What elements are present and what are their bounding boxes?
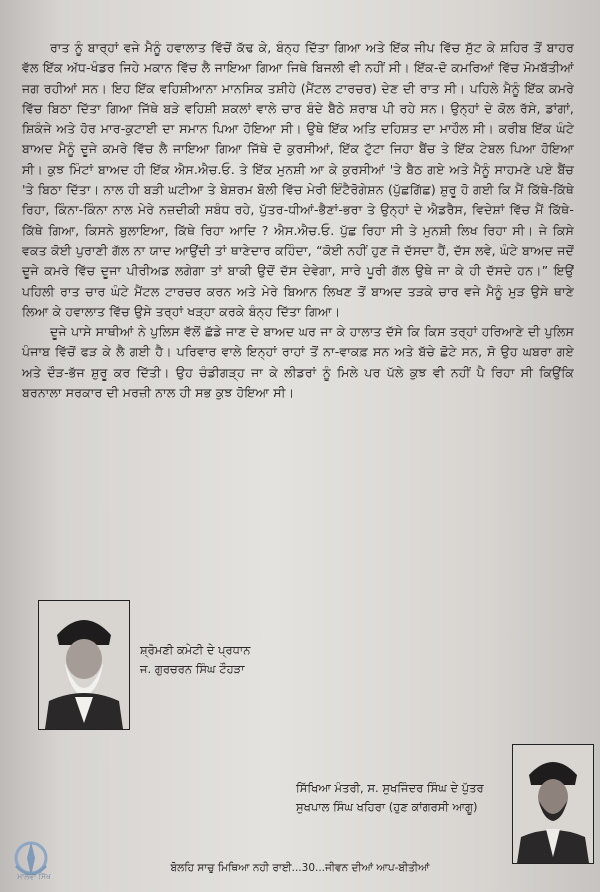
page-footer: ਬੋਲਹਿ ਸਾਚੁ ਮਿਥਿਆ ਨਹੀ ਰਾਈ...30...ਜੀਵਨ ਦੀਆਂ ਆਪ-ਬੀਤੀਆਂ [170,862,430,874]
logo-text: ਮਾਲਵਾ ਸਿੱਖ [17,872,51,881]
caption-2-line-2: ਸੁਖਪਾਲ ਸਿੰਘ ਖਹਿਰਾ (ਹੁਣ ਕਾਂਗਰਸੀ ਆਗੂ) [296,800,478,814]
photo-caption-2 [296,779,484,817]
paragraph-2: ਦੂਜੇ ਪਾਸੇ ਸਾਥੀਆਂ ਨੇ ਪੁਲਿਸ ਵੱਲੋਂ ਛੱਡੇ ਜਾਣ ਦੇ ਬਾਅਦ ਘਰ ਜਾ ਕੇ ਹਾਲਾਤ ਦੱਸੇ ਕਿ ਕਿਸ ਤਰ੍ਹਾਂ ਹਰਿਆਣੇ ਦੀ ਪੁਲਿਸ ਪੰਜਾਬ ਵਿੱਚੋਂ ਫੜ ਕੇ ਲੈ ਗਈ ਹੈ। ਪਰਿਵਾਰ ਵਾਲੇ ਇਨ੍ਹਾਂ ਰਾਹਾਂ ਤੋਂ ਨਾ-ਵਾਕਫ਼ ਸਨ ਅਤੇ ਬੱਚੇ ਛੋਟੇ ਸਨ, ਸੋ ਉਹ ਘਬਰਾ ਗਏ ਅਤੇ ਦੌੜ-ਭੱਜ ਸ਼ੁਰੂ ਕਰ ਦਿੱਤੀ। ਉਹ ਚੰਡੀਗੜ੍ਹ ਜਾ ਕੇ ਲੀਡਰਾਂ ਨੂੰ ਮਿਲੇ ਪਰ ਪੱਲੇ ਕੁਝ ਵੀ ਨਹੀਂ ਪੈ ਰਿਹਾ ਸੀ ਕਿਉਂਕਿ ਬਰਨਾਲਾ ਸਰਕਾਰ ਦੀ ਮਰਜ਼ੀ ਨਾਲ ਹੀ ਸਭ ਕੁਝ ਹੋਇਆ ਸੀ। [22,324,574,401]
caption-1-line-2: ਜ. ਗੁਰਚਰਨ ਸਿੰਘ ਟੌਹੜਾ [140,662,245,676]
portrait-photo-tohra [38,600,130,730]
portrait-illustration-1 [39,601,129,729]
body-text [22,38,574,403]
portrait-photo-khaira [512,744,594,864]
portrait-illustration-2 [513,745,593,863]
photo-caption-1 [140,641,250,679]
paragraph-1: ਰਾਤ ਨੂੰ ਬਾਰ੍ਹਾਂ ਵਜੇ ਮੈਨੂੰ ਹਵਾਲਾਤ ਵਿੱਚੋਂ ਕੱਢ ਕੇ, ਬੰਨ੍ਹ ਦਿੱਤਾ ਗਿਆ ਅਤੇ ਇੱਕ ਜੀਪ ਵਿੱਚ ਸੁੱਟ ਕੇ ਸ਼ਹਿਰ ਤੋਂ ਬਾਹਰ ਵੱਲ ਇੱਕ ਅੱਧ-ਖੰਡਰ ਜਿਹੇ ਮਕਾਨ ਵਿੱਚ ਲੈ ਜਾਇਆ ਗਿਆ ਜਿਥੇ ਬਿਜਲੀ ਵੀ ਨਹੀਂ ਸੀ। ਇੱਕ-ਦੋ ਕਮਰਿਆਂ ਵਿੱਚ ਮੋਮਬੱਤੀਆਂ ਜਗ ਰਹੀਆਂ ਸਨ। ਇਹ ਇੱਕ ਵਹਿਸ਼ੀਆਨਾ ਮਾਨਸਿਕ ਤਸ਼ੀਹੇ (ਮੈਂਟਲ ਟਾਰਚਰ) ਦੇਣ ਦੀ ਰਾਤ ਸੀ। ਪਹਿਲੇ ਮੈਨੂੰ ਇੱਕ ਕਮਰੇ ਵਿੱਚ ਬਿਠਾ ਦਿੱਤਾ ਗਿਆ ਜਿੱਥੇ ਬੜੇ ਵਹਿਸ਼ੀ ਸ਼ਕਲਾਂ ਵਾਲੇ ਚਾਰ ਬੰਦੇ ਬੈਠੇ ਸ਼ਰਾਬ ਪੀ ਰਹੇ ਸਨ। ਉਨ੍ਹਾਂ ਦੇ ਕੋਲ ਰੱਸੇ, ਡਾਂਗਾਂ, ਸ਼ਿਕੰਜੇ ਅਤੇ ਹੋਰ ਮਾਰ-ਕੁਟਾਈ ਦਾ ਸਮਾਨ ਪਿਆ ਹੋਇਆ ਸੀ। ਉਥੇ ਇੱਕ ਅਤਿ ਦਹਿਸ਼ਤ ਦਾ ਮਾਹੌਲ ਸੀ। ਕਰੀਬ ਇੱਕ ਘੰਟੇ ਬਾਅਦ ਮੈਨੂੰ ਦੂਜੇ ਕਮਰੇ ਵਿੱਚ ਲੈ ਜਾਇਆ ਗਿਆ ਜਿੱਥੇ ਦੋ ਕੁਰਸੀਆਂ, ਇੱਕ ਟੁੱਟਾ ਜਿਹਾ ਬੈਂਚ ਤੇ ਇੱਕ ਟੇਬਲ ਪਿਆ ਹੋਇਆ ਸੀ। ਕੁਝ ਮਿੰਟਾਂ ਬਾਅਦ ਹੀ ਇੱਕ ਐਸ.ਐਚ.ਓ. ਤੇ ਇੱਕ ਮੁਨਸ਼ੀ ਆ ਕੇ ਕੁਰਸੀਆਂ 'ਤੇ ਬੈਠ ਗਏ ਅਤੇ ਮੈਨੂੰ ਸਾਹਮਣੇ ਪਏ ਬੈਂਚ 'ਤੇ ਬਿਠਾ ਦਿੱਤਾ। ਨਾਲ ਹੀ ਬੜੀ ਘਟੀਆ ਤੇ ਬੇਸ਼ਰਮ ਬੋਲੀ ਵਿੱਚ ਮੇਰੀ ਇੰਟੈਰੋਗੇਸ਼ਨ (ਪੁੱਛਗਿੱਛ) ਸ਼ੁਰੂ ਹੋ ਗਈ ਕਿ ਮੈਂ ਕਿੱਥੇ-ਕਿੱਥੇ ਰਿਹਾ, ਕਿੰਨਾ-ਕਿੰਨਾ ਨਾਲ ਮੇਰੇ ਨਜ਼ਦੀਕੀ ਸਬੰਧ ਰਹੇ, ਪੁੱਤਰ-ਧੀਆਂ-ਭੈਣਾਂ-ਭਰਾ ਤੇ ਉਨ੍ਹਾਂ ਦੇ ਐਡਰੈਸ, ਵਿਦੇਸ਼ਾਂ ਵਿੱਚ ਮੈਂ ਕਿੱਥੇ-ਕਿੱਥੇ ਗਿਆ, ਕਿਸਨੇ ਬੁਲਾਇਆ, ਕਿੱਥੇ ਰਿਹਾ ਆਦਿ ? ਐਸ.ਐਚ.ਓ. ਪੁੱਛ ਰਿਹਾ ਸੀ ਤੇ ਮੁਨਸ਼ੀ ਲਿਖ ਰਿਹਾ ਸੀ। ਜੇ ਕਿਸੇ ਵਕਤ ਕੋਈ ਪੁਰਾਣੀ ਗੱਲ ਨਾ ਯਾਦ ਆਉਂਦੀ ਤਾਂ ਥਾਣੇਦਾਰ ਕਹਿੰਦਾ, “ਕੋਈ ਨਹੀਂ ਹੁਣ ਜੋ ਦੱਸਦਾ ਹੈਂ, ਦੱਸ ਲਵੇ, ਘੰਟੇ ਬਾਅਦ ਜਦੋਂ ਦੂਜੇ ਕਮਰੇ ਵਿੱਚ ਦੂਜਾ ਪੀਰੀਅਡ ਲਗੇਗਾ ਤਾਂ ਬਾਕੀ ਉਦੋਂ ਦੱਸ ਦੇਵੇਗਾ, ਸਾਰੇ ਪੂਰੀ ਗੱਲ ਉਥੇ ਜਾ ਕੇ ਹੀ ਦੱਸਦੇ ਹਨ।” ਇਉਂ ਪਹਿਲੀ ਰਾਤ ਚਾਰ ਘੰਟੇ ਮੈਂਟਲ ਟਾਰਚਰ ਕਰਨ ਅਤੇ ਮੇਰੇ ਬਿਆਨ ਲਿਖਣ ਤੋਂ ਬਾਅਦ ਤੜਕੇ ਚਾਰ ਵਜੇ ਮੈਨੂੰ ਮੁੜ ਉਸੇ ਥਾਣੇ ਲਿਆ ਕੇ ਹਵਾਲਾਤ ਵਿੱਚ ਉਸੇ ਤਰ੍ਹਾਂ ਖੜ੍ਹਾ ਕਰਕੇ ਬੰਨ੍ਹ ਦਿੱਤਾ ਗਿਆ। [22,40,574,319]
caption-1-line-1: ਸ਼੍ਰੋਮਣੀ ਕਮੇਟੀ ਦੇ ਪ੍ਰਧਾਨ [140,643,251,657]
caption-2-line-1: ਸਿੱਖਿਆ ਮੰਤਰੀ, ਸ. ਸੁਖਜਿੰਦਰ ਸਿੰਘ ਦੇ ਪੁੱਤਰ [296,781,484,795]
